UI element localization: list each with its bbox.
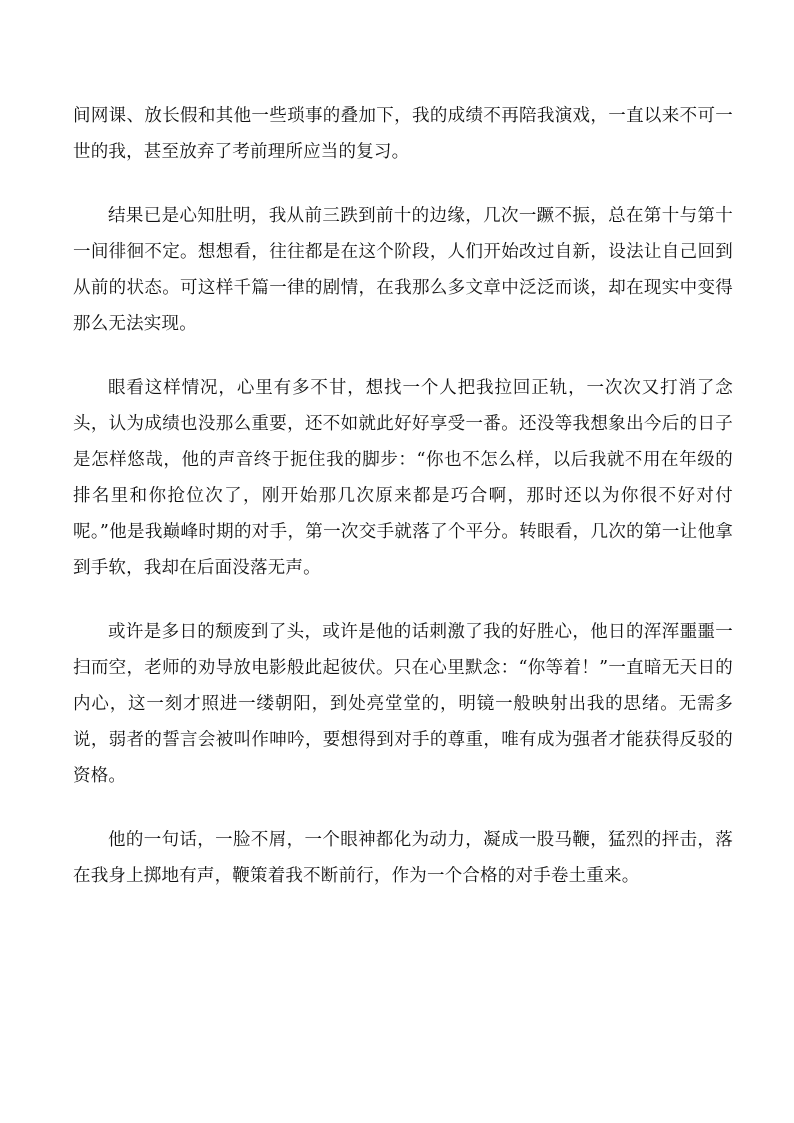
paragraph-1: 间网课、放长假和其他一些琐事的叠加下，我的成绩不再陪我演戏，一直以来不可一世的我，甚至放弃了考前理所应当的复习。 xyxy=(73,106,733,162)
paragraph-2: 结果已是心知肚明，我从前三跌到前十的边缘，几次一蹶不振，总在第十与第十一间徘徊不定。想想看，往往都是在这个阶段，人们开始改过自新，设法让自己回到从前的状态。可这样千篇一律的剧情，在我那么多文章中泛泛而谈，却在现实中变得那么无法实现。 xyxy=(73,206,733,334)
paragraph-3: 眼看这样情况，心里有多不甘，想找一个人把我拉回正轨，一次次又打消了念头，认为成绩也没那么重要，还不如就此好好享受一番。还没等我想象出今后的日子是怎样悠哉，他的声音终于扼住我的脚步：“你也不怎么样，以后我就不用在年级的排名里和你抢位次了，刚开始那几次原来都是巧合啊，那时还以为你很不好对付呢。”他是我巅峰时期的对手，第一次交手就落了个平分。转眼看，几次的第一让他拿到手软，我却在后面没落无声。 xyxy=(73,378,733,578)
document-body xyxy=(73,98,733,922)
paragraph-5: 他的一句话，一脸不屑，一个眼神都化为动力，凝成一股马鞭，猛烈的抨击，落在我身上掷地有声，鞭策着我不断前行，作为一个合格的对手卷土重来。 xyxy=(73,830,733,886)
paragraph-4: 或许是多日的颓废到了头，或许是他的话刺激了我的好胜心，他日的浑浑噩噩一扫而空，老师的劝导放电影般此起彼伏。只在心里默念：“你等着！”一直暗无天日的内心，这一刻才照进一缕朝阳，到处亮堂堂的，明镜一般映射出我的思绪。无需多说，弱者的誓言会被叫作呻吟，要想得到对手的尊重，唯有成为强者才能获得反驳的资格。 xyxy=(73,622,733,786)
